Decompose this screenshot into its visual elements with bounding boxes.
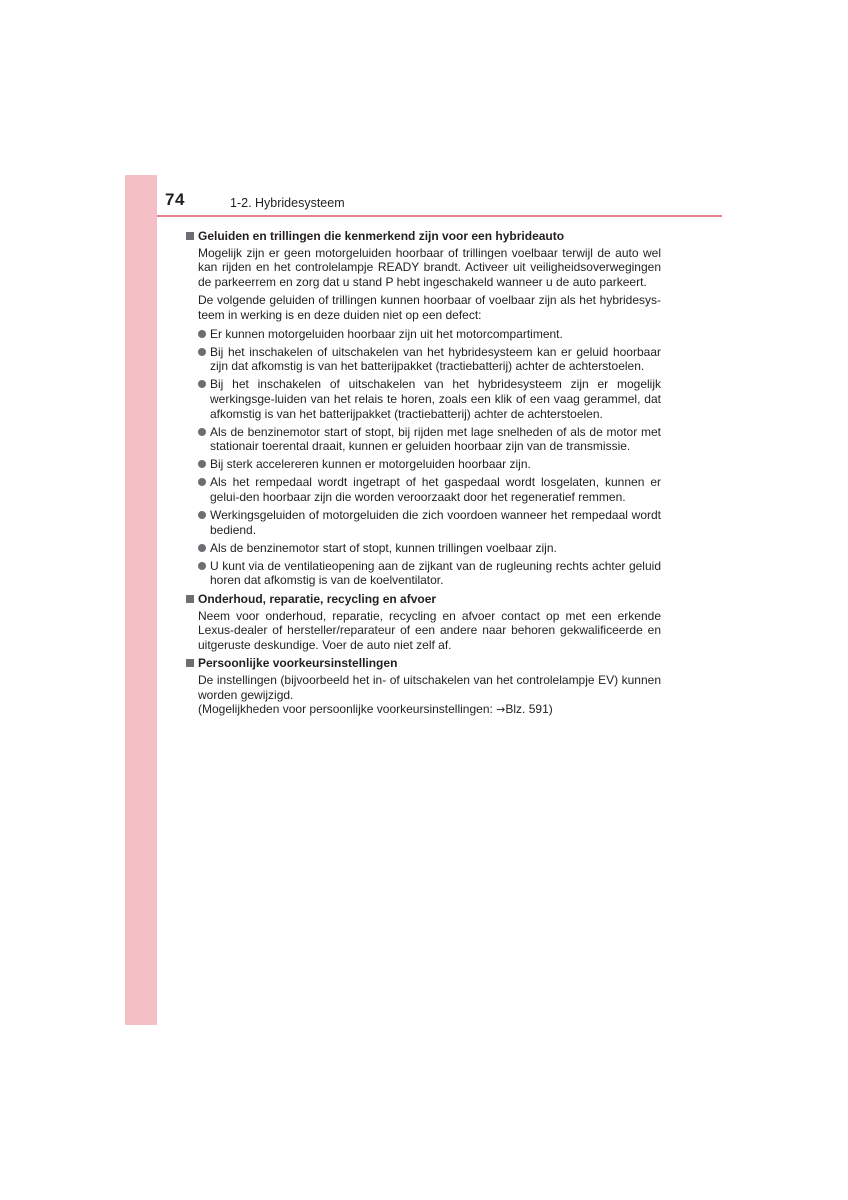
bullet-dot-icon (198, 511, 206, 519)
list-item: Bij het inschakelen of uitschakelen van het hybridesysteem zijn er mogelijk werkingsge-luiden van het relais te horen, zoals een klik of een vaag gerammel, dat afkomstig is van het batterijpakket (tractiebatterij) achter de achterstoelen. (198, 377, 661, 421)
arrow-right-icon: → (496, 703, 506, 717)
bullet-dot-icon (198, 562, 206, 570)
list-item: Als de benzinemotor start of stopt, bij rijden met lage snelheden of als de motor met stationair toerental draait, kunnen er geluiden hoorbaar zijn van de transmissie. (198, 425, 661, 454)
list-item: Er kunnen motorgeluiden hoorbaar zijn uit het motorcompartiment. (198, 327, 661, 342)
header-divider (157, 215, 722, 217)
heading-maintenance: Onderhoud, reparatie, recycling en afvoer (186, 592, 661, 607)
list-item: Bij sterk accelereren kunnen er motorgeluiden hoorbaar zijn. (198, 457, 661, 472)
page-content (186, 225, 661, 722)
square-bullet-icon (186, 595, 194, 603)
bullet-dot-icon (198, 478, 206, 486)
square-bullet-icon (186, 232, 194, 240)
page-reference: (Mogelijkheden voor persoonlijke voorkeursinstellingen: →Blz. 591) (198, 702, 553, 717)
bullet-dot-icon (198, 544, 206, 552)
bullet-dot-icon (198, 330, 206, 338)
square-bullet-icon (186, 659, 194, 667)
list-item: U kunt via de ventilatieopening aan de zijkant van de rugleuning rechts achter geluid horen dat afkomstig is van de koelventilator. (198, 559, 661, 588)
page-link[interactable]: Blz. 591 (505, 702, 549, 717)
list-item: Werkingsgeluiden of motorgeluiden die zich voordoen wanneer het rempedaal wordt bediend. (198, 508, 661, 537)
list-item: Als het rempedaal wordt ingetrapt of het gaspedaal wordt losgelaten, kunnen er gelui-den hoorbaar zijn die worden veroorzaakt door het regeneratief remmen. (198, 475, 661, 504)
paragraph: De instellingen (bijvoorbeeld het in- of uitschakelen van het controlelampje EV) kunnen worden gewijzigd. (198, 673, 661, 702)
heading-personal-settings: Persoonlijke voorkeursinstellingen (186, 656, 661, 671)
page-number: 74 (165, 190, 185, 209)
bullet-dot-icon (198, 380, 206, 388)
paragraph: Neem voor onderhoud, reparatie, recycling en afvoer contact op met een erkende Lexus-dealer of hersteller/reparateur of een andere naar behoren gekwalificeerde en uitgeruste deskundige. Voer de auto niet zelf af. (198, 608, 661, 652)
bullet-dot-icon (198, 348, 206, 356)
paragraph: De volgende geluiden of trillingen kunnen hoorbaar of voelbaar zijn als het hybridesys-teem in werking is en deze duiden niet op een defect: (198, 293, 661, 322)
list-item: Als de benzinemotor start of stopt, kunnen trillingen voelbaar zijn. (198, 541, 661, 556)
bullet-dot-icon (198, 428, 206, 436)
heading-hybrid-sounds: Geluiden en trillingen die kenmerkend zijn voor een hybrideauto (186, 229, 661, 244)
side-tab-band (125, 175, 157, 1025)
bullet-dot-icon (198, 460, 206, 468)
paragraph: Mogelijk zijn er geen motorgeluiden hoorbaar of trillingen voelbaar terwijl de auto wel kan rijden en het controlelampje READY brandt. Activeer uit veiligheidsoverwegingen de parkeerrem en zorg dat u stand P hebt ingeschakeld wanneer u de auto parkeert. (198, 245, 661, 289)
section-title: 1-2. Hybridesysteem (230, 196, 345, 210)
bullet-list (198, 327, 661, 589)
list-item: Bij het inschakelen of uitschakelen van het hybridesysteem kan er geluid hoorbaar zijn dat afkomstig is van het batterijpakket (tractiebatterij) achter de achterstoelen. (198, 345, 661, 374)
